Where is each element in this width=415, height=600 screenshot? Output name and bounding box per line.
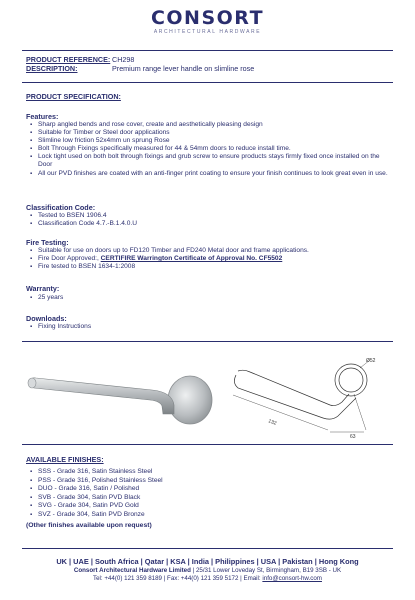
- list-item: ▪ All our PVD finishes are coated with an anti-finger print coating to ensure your finish continues to look great even in use.: [30, 170, 390, 178]
- list-item: ▪ Suitable for Timber or Steel door applications: [30, 129, 390, 137]
- classification-list: [30, 212, 390, 228]
- list-item: ▪ Lock tight used on both bolt through fixings and grub screw to ensure products stays firmly fixed once installed on the Door: [30, 153, 390, 169]
- top-divider: [22, 50, 393, 51]
- spec-divider: [22, 82, 393, 83]
- fire-list: [30, 247, 390, 271]
- fixing-instructions-link[interactable]: ▪ Fixing Instructions: [30, 323, 390, 331]
- logo-wordmark: CONSORT: [150, 7, 265, 29]
- warranty-list: [30, 294, 390, 302]
- footer-divider: [22, 548, 393, 549]
- list-item: ▪ PSS - Grade 316, Polished Stainless Steel: [30, 477, 390, 486]
- footer-regions: UK | UAE | South Africa | Qatar | KSA | India | Philippines | USA | Pakistan | Hong Kong: [56, 557, 359, 566]
- certifire-link[interactable]: CERTIFIRE Warrington Certificate of Approval No. CF5502: [100, 255, 283, 263]
- list-item: ▪ Sharp angled bends and rose cover, create and aesthetically pleasing design: [30, 121, 390, 129]
- features-heading: Features:: [26, 112, 59, 121]
- dim-length-label: 132: [267, 418, 278, 427]
- list-item: ▪ Tested to BSEN 1906.4: [30, 212, 390, 220]
- downloads-list: [30, 323, 390, 331]
- features-list: [30, 121, 390, 178]
- dim-rose-label: Ø52: [366, 358, 376, 364]
- finishes-note: (Other finishes available upon request): [26, 522, 152, 529]
- downloads-heading: Downloads:: [26, 314, 67, 323]
- list-item: ▪ DUO - Grade 316, Satin / Polished: [30, 485, 390, 494]
- footer-company: Consort Architectural Hardware Limited: [73, 567, 191, 574]
- image-top-divider: [22, 341, 393, 342]
- fire-approval-text: Fire Door Approved:,: [38, 255, 101, 263]
- description-value: Premium range lever handle on slimline rose: [112, 64, 255, 73]
- dim-projection-label: 63: [350, 434, 356, 440]
- email-link[interactable]: info@consort-hw.com: [262, 575, 322, 582]
- logo-subtitle: ARCHITECTURAL HARDWARE: [153, 29, 262, 35]
- list-item: ▪ Bolt Through Fixings specifically measured for 44 & 54mm doors to reduce install time.: [30, 145, 390, 153]
- fire-heading: Fire Testing:: [26, 238, 69, 247]
- list-item: ▪ SVZ - Grade 304, Satin PVD Bronze: [30, 511, 390, 520]
- image-bottom-divider: [22, 444, 393, 445]
- brand-logo: [0, 8, 415, 35]
- list-item: ▪ Suitable for use on doors up to FD120 Timber and FD240 Metal door and frame applications.: [30, 247, 390, 255]
- classification-heading: Classification Code:: [26, 203, 96, 212]
- spec-heading: PRODUCT SPECIFICATION:: [26, 92, 121, 101]
- list-item: [30, 255, 390, 263]
- lever-handle-photo: [22, 350, 222, 440]
- warranty-heading: Warranty:: [26, 284, 60, 293]
- list-item: ▪ SVG - Grade 304, Satin PVD Gold: [30, 502, 390, 511]
- footer-address-text: | 25/31 Lower Loveday St, Birmingham, B19 3SB - UK: [190, 567, 342, 574]
- dimension-drawing: [228, 350, 398, 445]
- product-reference-value: CH298: [112, 55, 135, 64]
- product-reference-label: PRODUCT REFERENCE:: [26, 55, 111, 64]
- list-item: ▪ Classification Code 4.7.-B.1.4.0.U: [30, 220, 390, 228]
- finishes-list: [30, 468, 390, 519]
- finishes-heading: AVAILABLE FINISHES:: [26, 455, 104, 464]
- list-item: ▪ SVB - Grade 304, Satin PVD Black: [30, 494, 390, 503]
- list-item: ▪ Slimline low friction 52x4mm un sprung Rose: [30, 137, 390, 145]
- footer-contact: [0, 575, 415, 582]
- footer-address: [0, 567, 415, 574]
- footer-contact-text: Tel: +44(0) 121 359 8189 | Fax: +44(0) 121 359 5172 | Email:: [93, 575, 263, 582]
- list-item: ▪ SSS - Grade 316, Satin Stainless Steel: [30, 468, 390, 477]
- list-item: ▪ Fire tested to BSEN 1634-1:2008: [30, 263, 390, 271]
- description-label: DESCRIPTION:: [26, 64, 78, 73]
- list-item: ▪ 25 years: [30, 294, 390, 302]
